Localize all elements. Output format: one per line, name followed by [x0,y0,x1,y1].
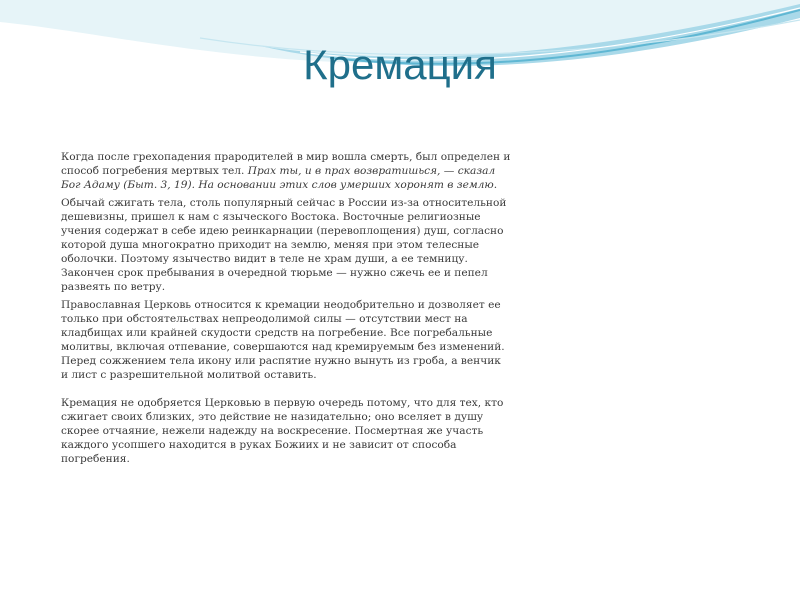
paragraph-3: Православная Церковь относится к кремации неодобрительно и дозволяет ее только при обстоятельствах непреодолимой силы — отсутствии мест на кладбищах или крайней скудости средств на погребение. Все погребальные молитвы, включая отпевание, совершаются над кремируемым без изменений. Перед сожжением тела икону или распятие нужно вынуть из гроба, а венчик и лист с разрешительной молитвой оставить. [61,299,505,381]
paragraph-1-italic: Прах ты, и в прах возвратишься, — сказал Бог Адаму (Быт. 3, 19). На основании этих слов умерших хоронят в землю. [61,165,498,191]
paragraph-4: Кремация не одобряется Церковью в первую очередь потому, что для тех, кто сжигает своих близких, это действие не назидательно; оно вселяет в душу скорее отчаяние, нежели надежду на воскресение. Посмертная же участь каждого усопшего находится в руках Божиих и не зависит от способа погребения. [61,397,504,465]
slide-title: Кремация [303,41,497,88]
paragraph-1-regular: Когда после грехопадения прародителей в мир вошла смерть, был определен и способ погребения мертвых тел. [61,151,511,177]
slide-body [61,150,511,470]
paragraph-1 [61,150,511,192]
paragraph-2: Обычай сжигать тела, столь популярный сейчас в России из-за относительной дешевизны, пришел к нам с языческого Востока. Восточные религиозные учения содержат в себе идею реинкарнации (перевоплощения) душ, согласно которой душа многократно приходит на землю, меняя при этом телесные оболочки. Поэтому язычество видит в теле не храм души, а ее темницу. Закончен срок пребывания в очередной тюрьме — нужно сжечь ее и пепел развеять по ветру. [61,197,507,293]
